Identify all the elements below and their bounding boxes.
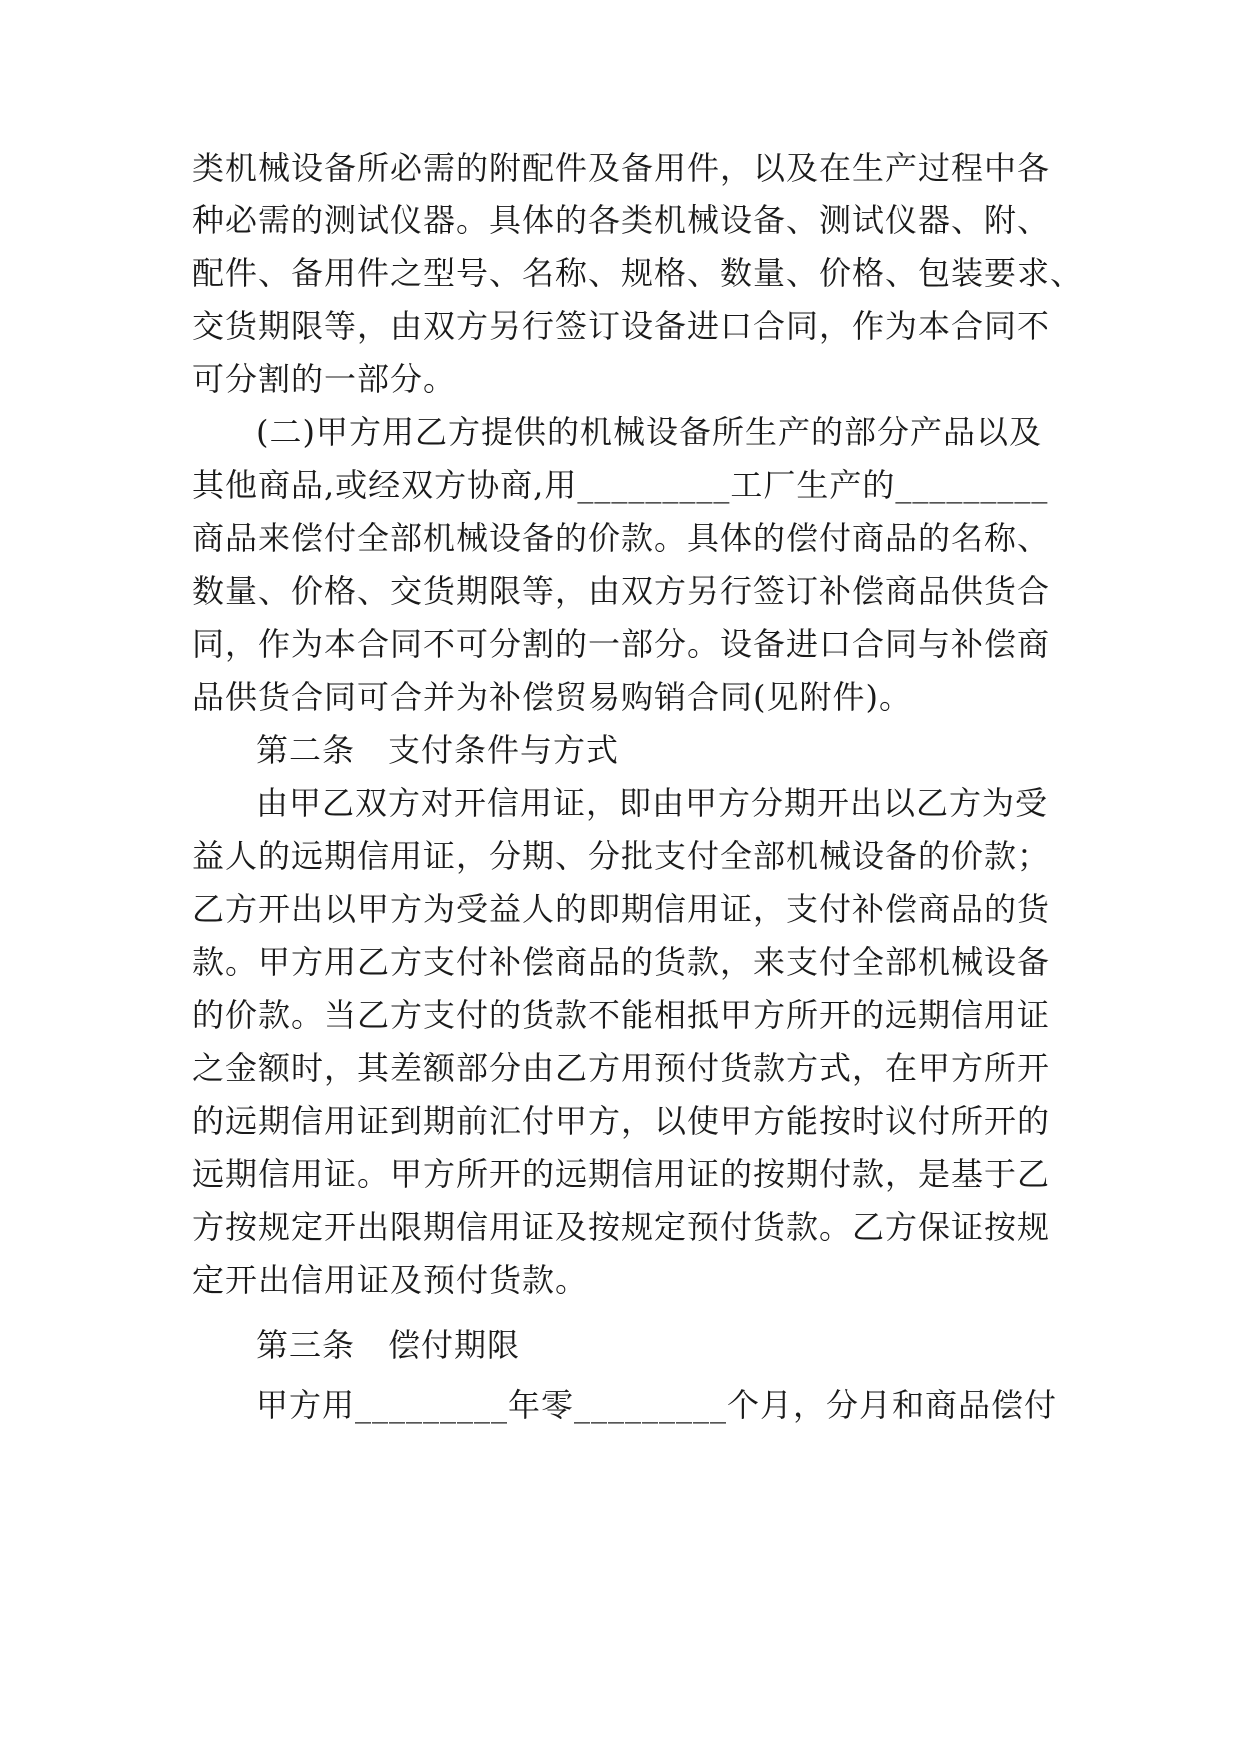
text-line: 商品来偿付全部机械设备的价款。具体的偿付商品的名称、: [192, 519, 1051, 557]
text-line: 配件、备用件之型号、名称、规格、数量、价格、包装要求、: [192, 254, 1084, 292]
text-line: 其他商品,或经双方协商,用_________工厂生产的_________: [192, 466, 1049, 504]
text-line: 同，作为本合同不可分割的一部分。设备进口合同与补偿商: [192, 625, 1051, 663]
text-line: 乙方开出以甲方为受益人的即期信用证，支付补偿商品的货: [192, 890, 1051, 928]
text-line: 的远期信用证到期前汇付甲方，以使甲方能按时议付所开的: [192, 1102, 1051, 1140]
text-line: 的价款。当乙方支付的货款不能相抵甲方所开的远期信用证: [192, 996, 1051, 1034]
text-line: 种必需的测试仪器。具体的各类机械设备、测试仪器、附、: [192, 201, 1051, 239]
text-line: 可分割的一部分。: [192, 360, 457, 398]
text-line: 远期信用证。甲方所开的远期信用证的按期付款，是基于乙: [192, 1155, 1051, 1193]
text-line: 方按规定开出限期信用证及按规定预付货款。乙方保证按规: [192, 1208, 1051, 1246]
text-line: 数量、价格、交货期限等，由双方另行签订补偿商品供货合: [192, 572, 1051, 610]
text-line: 之金额时，其差额部分由乙方用预付货款方式，在甲方所开: [192, 1049, 1051, 1087]
article-heading: 第三条 偿付期限: [256, 1326, 521, 1364]
text-line: 交货期限等，由双方另行签订设备进口合同，作为本合同不: [192, 307, 1051, 345]
text-line: 类机械设备所必需的附配件及备用件，以及在生产过程中各: [192, 149, 1051, 187]
paragraph-start-line: 由甲乙双方对开信用证，即由甲方分期开出以乙方为受: [256, 784, 1049, 822]
text-line: 定开出信用证及预付货款。: [192, 1261, 589, 1299]
text-line: 款。甲方用乙方支付补偿商品的货款，来支付全部机械设备: [192, 943, 1051, 981]
text-line: 品供货合同可合并为补偿贸易购销合同(见附件)。: [192, 678, 912, 716]
article-heading: 第二条 支付条件与方式: [256, 731, 620, 769]
text-line: 益人的远期信用证，分期、分批支付全部机械设备的价款；: [192, 837, 1051, 875]
paragraph-start-line: (二)甲方用乙方提供的机械设备所生产的部分产品以及: [256, 413, 1042, 451]
paragraph-start-line: 甲方用_________年零_________个月，分月和商品偿付: [256, 1386, 1058, 1424]
